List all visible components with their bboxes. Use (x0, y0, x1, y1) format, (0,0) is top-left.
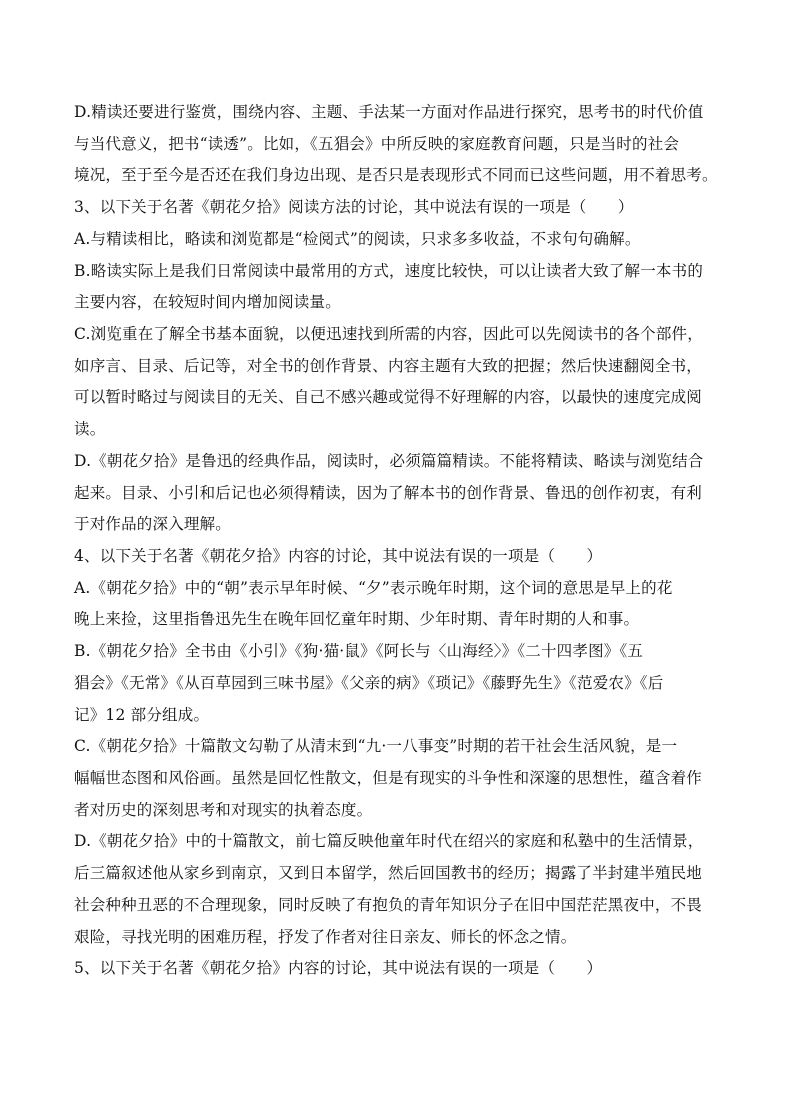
text-line: 读。 (74, 420, 106, 438)
text-line: D.精读还要进行鉴赏，围绕内容、主题、手法某一方面对作品进行探究，思考书的时代价值 (74, 103, 704, 121)
text-line: A.《朝花夕拾》中的“朝”表示早年时候、“夕”表示晚年时期，这个词的意思是早上的花 (74, 579, 673, 597)
text-line: 与当代意义，把书“读透”。比如，《五猖会》中所反映的家庭教育问题，只是当时的社会 (74, 135, 680, 153)
text-line: 起来。目录、小引和后记也必须得精读，因为了解本书的创作背景、鲁迅的创作初衷，有利 (74, 484, 703, 502)
text-line: 猖会》《无常》《从百草园到三味书屋》《父亲的病》《琐记》《藤野先生》《范爱农》《后 (74, 674, 664, 692)
text-line: B.《朝花夕拾》全书由《小引》《狗·猫·鼠》《阿长与〈山海经〉》《二十四孝图》《五 (74, 642, 644, 660)
text-line: 记》12 部分组成。 (74, 706, 210, 724)
text-line: D.《朝花夕拾》是鲁迅的经典作品，阅读时，必须篇篇精读。不能将精读、略读与浏览结合 (74, 452, 704, 470)
text-line: 晚上来捡，这里指鲁迅先生在晚年回忆童年时期、少年时期、青年时期的人和事。 (74, 610, 640, 628)
text-line: B.略读实际上是我们日常阅读中最常用的方式，速度比较快，可以让读者大致了解一本书的 (74, 262, 704, 280)
text-line: 社会种种丑恶的不合理现象，同时反映了有抱负的青年知识分子在旧中国茫茫黑夜中，不畏 (74, 896, 703, 914)
text-line: 幅幅世态图和风俗画。虽然是回忆性散文，但是有现实的斗争性和深邃的思想性，蕴含着作 (74, 769, 703, 787)
question-4-stem: 4、以下关于名著《朝花夕拾》内容的讨论，其中说法有误的一项是（ ） (74, 547, 603, 565)
text-line: 后三篇叙述他从家乡到南京，又到日本留学，然后回国教书的经历；揭露了半封建半殖民地 (74, 864, 703, 882)
text-line: C.浏览重在了解全书基本面貌，以便迅速找到所需的内容，因此可以先阅读书的各个部件， (74, 325, 703, 343)
text-line: D.《朝花夕拾》中的十篇散文，前七篇反映他童年时代在绍兴的家庭和私塾中的生活情景， (74, 832, 704, 850)
text-line: 者对历史的深刻思考和对现实的执着态度。 (74, 801, 373, 819)
text-line: 境况，至于至今是否还在我们身边出现、是否只是表现形式不同而已这些问题，用不着思考。 (74, 166, 718, 184)
text-line: 可以暂时略过与阅读目的无关、自己不感兴趣或觉得不好理解的内容，以最快的速度完成阅 (74, 388, 703, 406)
text-line: A.与精读相比，略读和浏览都是“检阅式”的阅读，只求多多收益，不求句句确解。 (74, 230, 641, 248)
text-line: 艰险，寻找光明的困难历程，抒发了作者对往日亲友、师长的怀念之情。 (74, 928, 577, 946)
text-line: 如序言、目录、后记等，对全书的创作背景、内容主题有大致的把握；然后快速翻阅全书， (74, 357, 703, 375)
text-line: 于对作品的深入理解。 (74, 515, 232, 533)
question-3-stem: 3、以下关于名著《朝花夕拾》阅读方法的讨论，其中说法有误的一项是（ ） (74, 198, 634, 216)
question-5-stem: 5、以下关于名著《朝花夕拾》内容的讨论，其中说法有误的一项是（ ） (74, 959, 603, 977)
text-line: 主要内容，在较短时间内增加阅读量。 (74, 293, 341, 311)
text-line: C.《朝花夕拾》十篇散文勾勒了从清末到“九·一八事变”时期的若干社会生活风貌，是一 (74, 737, 678, 755)
